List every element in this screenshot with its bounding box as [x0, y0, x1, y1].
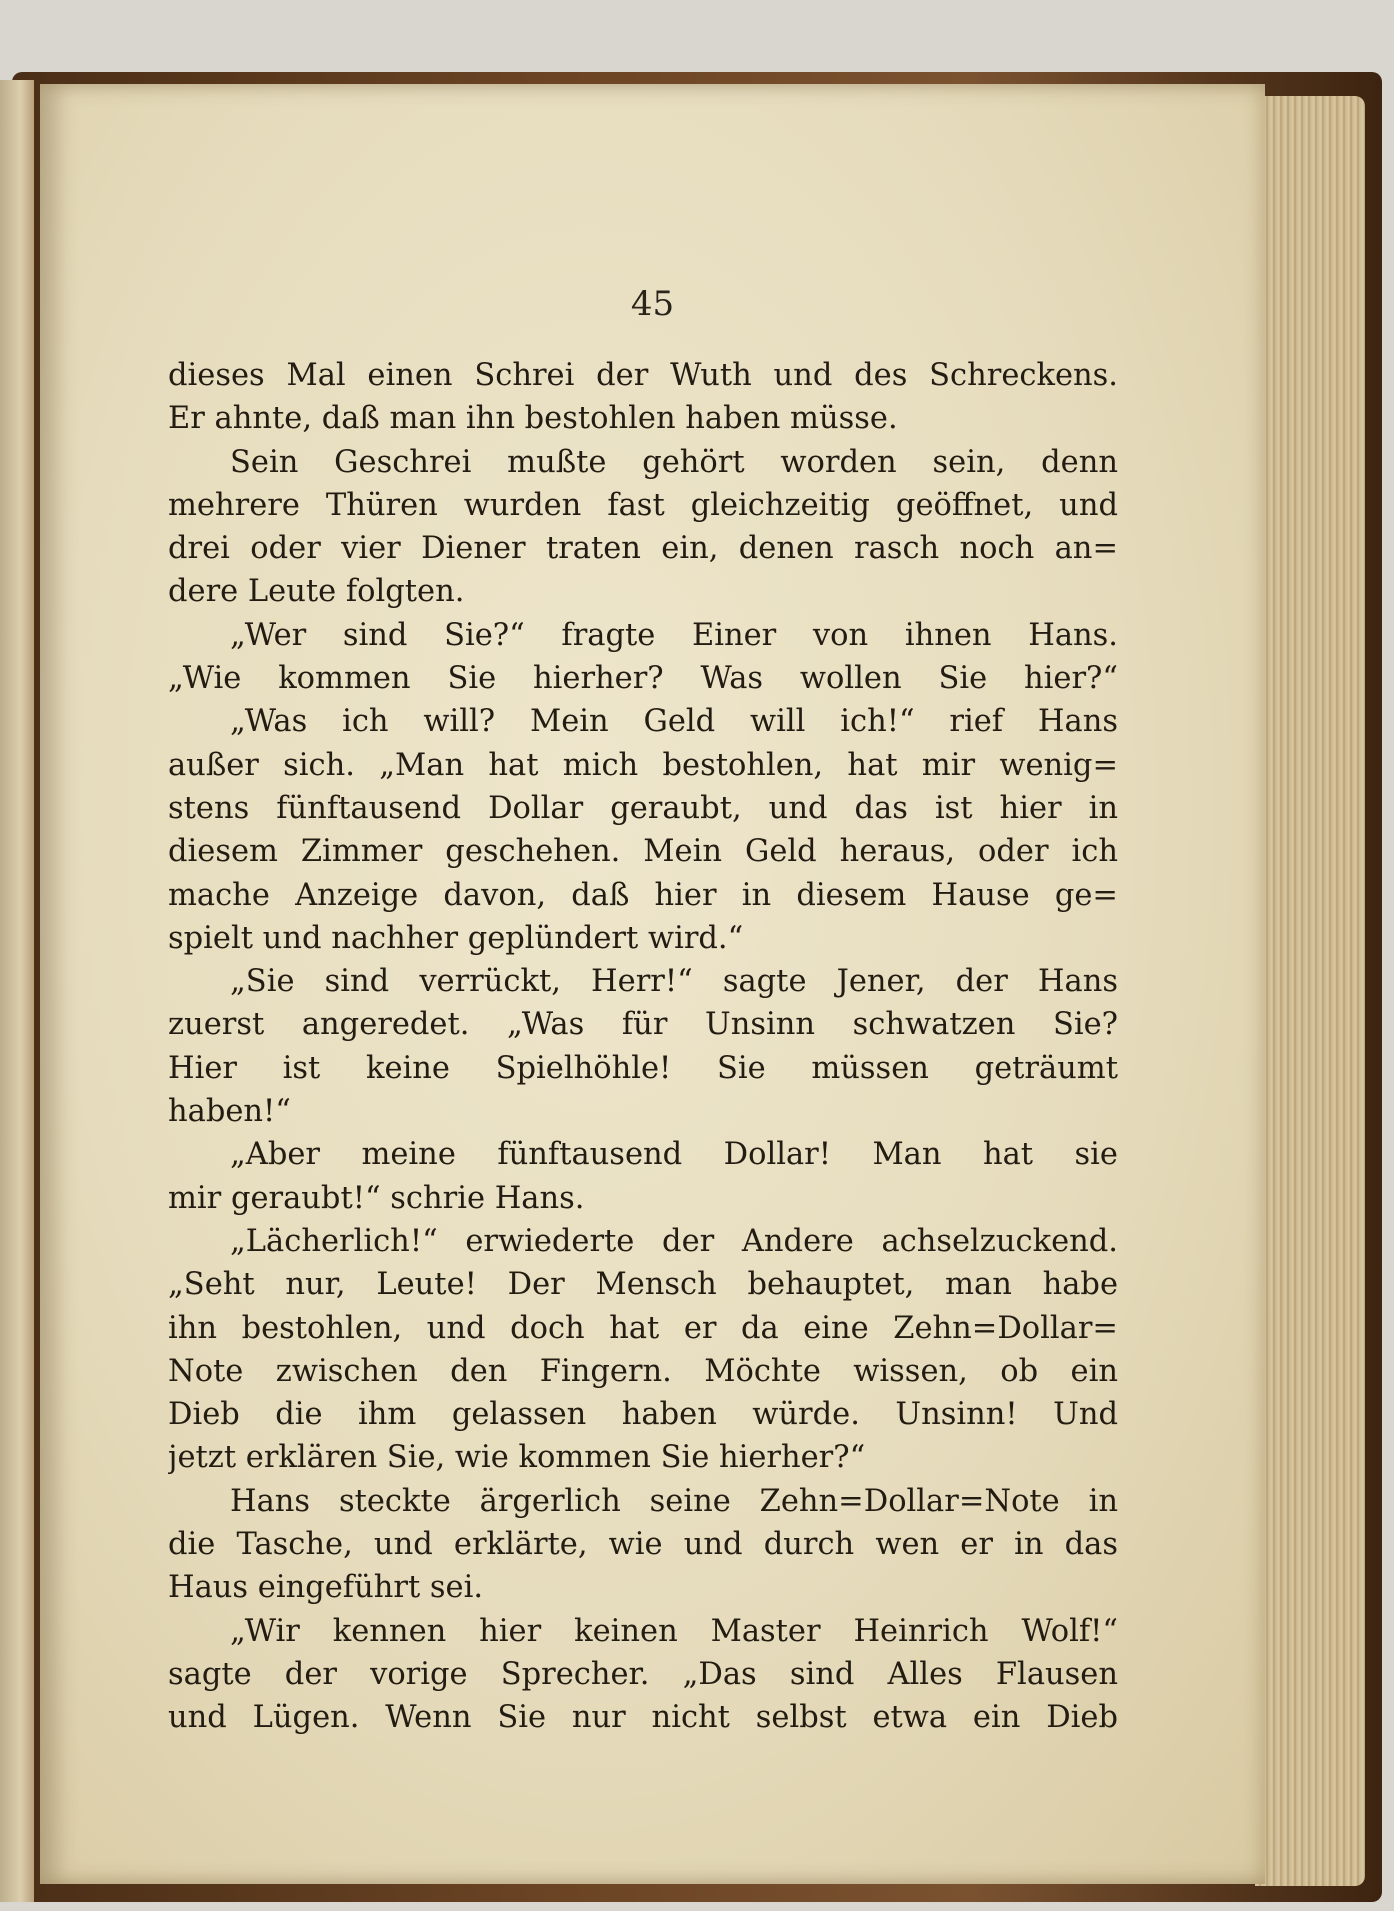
- text-line: außer sich. „Man hat mich bestohlen, hat mir wenig=: [168, 747, 1118, 783]
- left-page-edge: [0, 80, 34, 1902]
- text-line: drei oder vier Diener traten ein, denen rasch noch an=: [168, 531, 1118, 567]
- text-line: stens fünftausend Dollar geraubt, und das ist hier in: [168, 790, 1118, 826]
- text-line: Er ahnte, daß man ihn bestohlen haben müsse.: [168, 401, 898, 437]
- text-line: „Was ich will? Mein Geld will ich!“ rief Hans: [230, 704, 1118, 740]
- text-line: ihn bestohlen, und doch hat er da eine Zehn=Dollar=: [168, 1310, 1118, 1346]
- text-line: dieses Mal einen Schrei der Wuth und des Schreckens.: [168, 358, 1118, 393]
- text-line: dere Leute folgten.: [168, 574, 465, 610]
- text-line: Sein Geschrei mußte gehört worden sein, denn: [230, 444, 1118, 480]
- text-line: diesem Zimmer geschehen. Mein Geld heraus, oder ich: [168, 834, 1118, 870]
- page-stack-edges: [1255, 96, 1365, 1886]
- text-line: mache Anzeige davon, daß hier in diesem Hause ge=: [168, 877, 1118, 913]
- text-line: haben!“: [168, 1094, 291, 1130]
- text-line: spielt und nachher geplündert wird.“: [168, 920, 744, 956]
- text-line: „Seht nur, Leute! Der Mensch behauptet, man habe: [168, 1267, 1118, 1303]
- text-line: und Lügen. Wenn Sie nur nicht selbst etwa ein Dieb: [168, 1700, 1118, 1736]
- text-line: zuerst angeredet. „Was für Unsinn schwatzen Sie?: [168, 1007, 1118, 1043]
- book-page: [40, 84, 1265, 1884]
- text-line: „Aber meine fünftausend Dollar! Man hat sie: [230, 1137, 1118, 1173]
- text-line: Dieb die ihm gelassen haben würde. Unsinn! Und: [168, 1397, 1118, 1433]
- text-line: Note zwischen den Fingern. Möchte wissen, ob ein: [168, 1353, 1118, 1389]
- text-line: „Wer sind Sie?“ fragte Einer von ihnen Hans.: [230, 617, 1118, 653]
- page-number: 45: [630, 284, 675, 324]
- text-line: mir geraubt!“ schrie Hans.: [168, 1180, 585, 1216]
- text-line: sagte der vorige Sprecher. „Das sind Alles Flausen: [168, 1656, 1118, 1692]
- text-line: mehrere Thüren wurden fast gleichzeitig geöffnet, und: [168, 487, 1118, 523]
- text-line: „Lächerlich!“ erwiederte der Andere achselzuckend.: [230, 1223, 1118, 1259]
- text-line: „Wie kommen Sie hierher? Was wollen Sie hier?“: [168, 661, 1118, 697]
- text-line: Hans steckte ärgerlich seine Zehn=Dollar=Note in: [230, 1483, 1118, 1519]
- text-line: Haus eingeführt sei.: [168, 1570, 484, 1606]
- text-line: „Sie sind verrückt, Herr!“ sagte Jener, der Hans: [230, 964, 1118, 1000]
- text-line: die Tasche, und erklärte, wie und durch wen er in das: [168, 1527, 1118, 1563]
- text-line: jetzt erklären Sie, wie kommen Sie hierher?“: [168, 1440, 866, 1476]
- text-line: „Wir kennen hier keinen Master Heinrich Wolf!“: [230, 1613, 1118, 1649]
- text-line: Hier ist keine Spielhöhle! Sie müssen geträumt: [168, 1050, 1118, 1086]
- body-text: [168, 354, 1118, 1740]
